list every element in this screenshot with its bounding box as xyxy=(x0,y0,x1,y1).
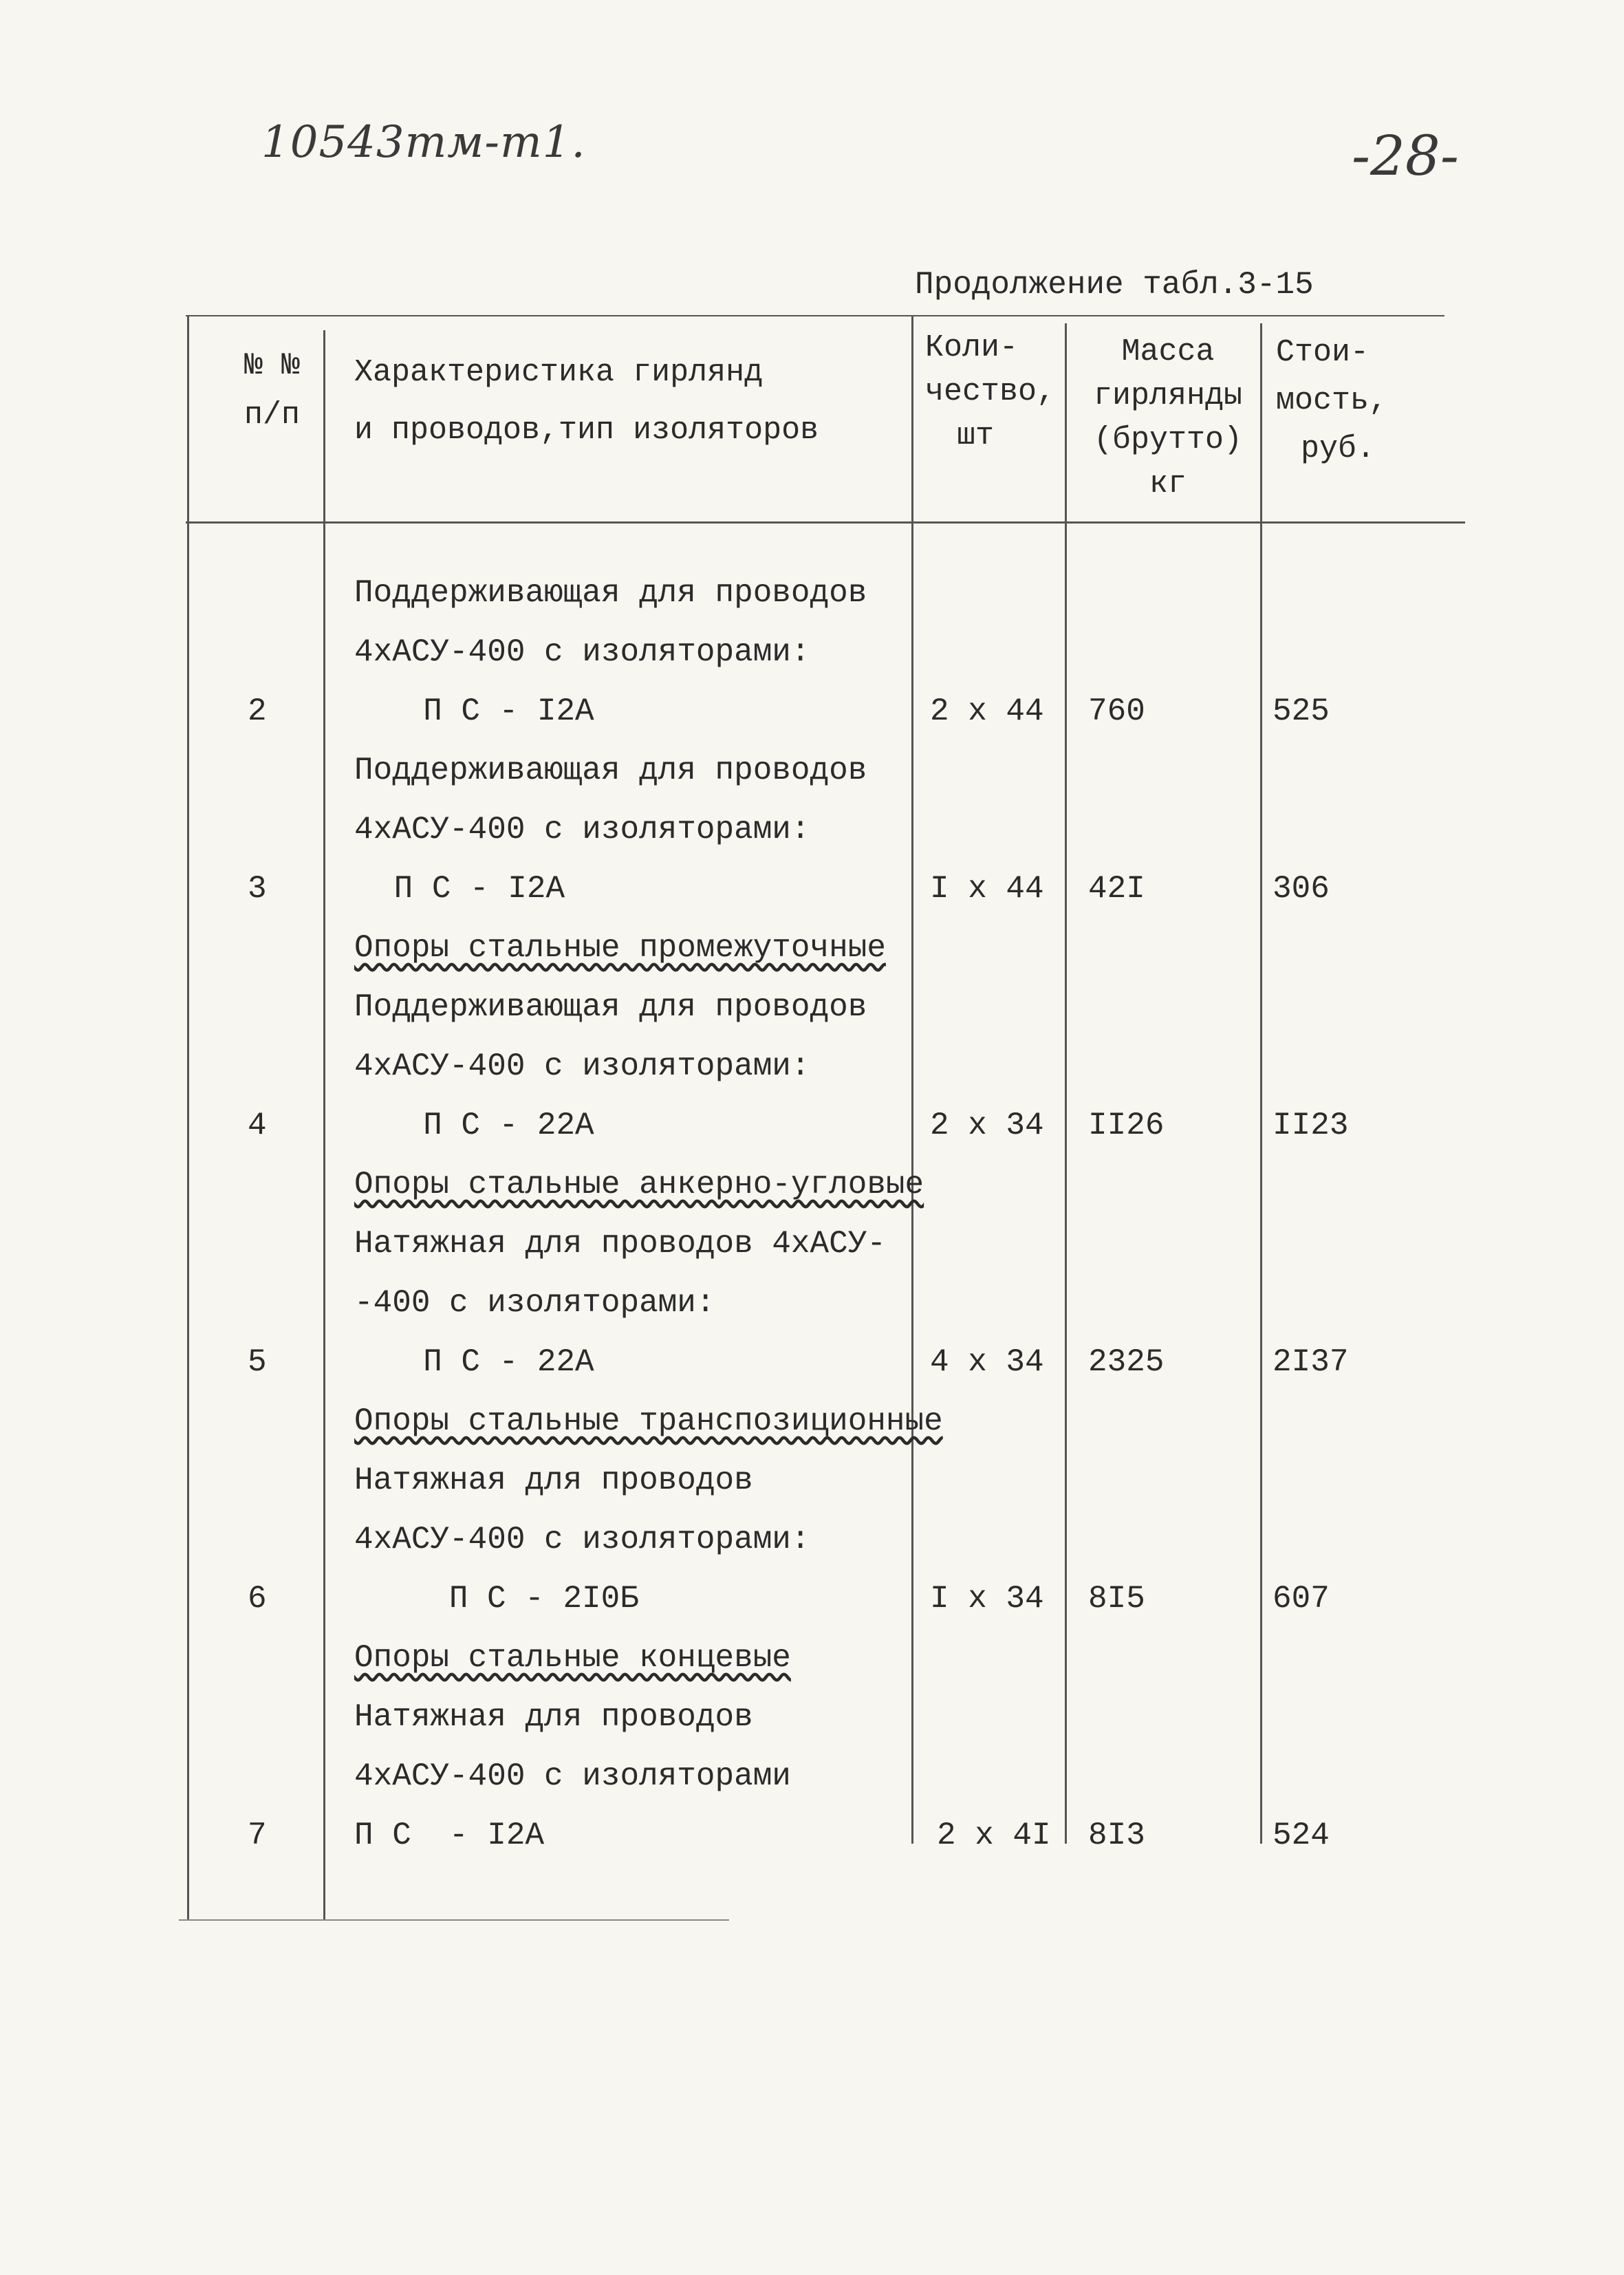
row-number: 5 xyxy=(248,1344,267,1380)
row-mass: 42I xyxy=(1088,871,1145,907)
row-quantity: 2 х 4I xyxy=(937,1818,1051,1853)
header-mass-line: Масса xyxy=(1121,334,1215,369)
row-description-line: П С - I2А xyxy=(375,871,565,907)
row-quantity: 4 х 34 xyxy=(930,1344,1044,1380)
header-description-line: Характеристика гирлянд xyxy=(354,355,764,390)
row-number: 3 xyxy=(248,871,267,907)
header-mass-line: (брутто) xyxy=(1094,422,1243,457)
header-number-line: № № xyxy=(244,348,301,383)
row-description-line: Натяжная для проводов xyxy=(354,1699,753,1735)
row-cost: 607 xyxy=(1273,1581,1330,1617)
row-description-line: П С - I2А xyxy=(385,693,594,729)
row-description-line: Натяжная для проводов xyxy=(354,1463,753,1498)
document-code: 10543тм-т1. xyxy=(261,117,586,168)
header-quantity xyxy=(925,326,1055,458)
section-heading: Опоры стальные концевые xyxy=(354,1640,791,1676)
header-mass-line: кг xyxy=(1149,466,1187,502)
header-number-line: п/п xyxy=(244,398,301,433)
header-description-line: и проводов,тип изоляторов xyxy=(354,413,819,448)
row-description-line: П С - 22А xyxy=(385,1108,594,1143)
row-description-line: Поддерживающая для проводов xyxy=(354,753,867,788)
header-quantity-line: чество, xyxy=(925,374,1056,409)
row-cost: 524 xyxy=(1273,1818,1330,1853)
header-cost-line: Стои- xyxy=(1276,335,1369,370)
header-quantity-line: Коли- xyxy=(925,330,1019,365)
header-bottom-border xyxy=(186,521,1465,524)
row-number: 6 xyxy=(248,1581,267,1617)
row-mass: 760 xyxy=(1088,693,1145,729)
header-mass-line: гирлянды xyxy=(1094,378,1243,413)
table-continuation-label: Продолжение табл.3-15 xyxy=(915,267,1314,303)
row-mass: 8I3 xyxy=(1088,1818,1145,1853)
row-description-line: 4хАСУ-400 с изоляторами: xyxy=(354,1048,810,1084)
row-cost: II23 xyxy=(1273,1108,1349,1143)
row-cost: 306 xyxy=(1273,871,1330,907)
row-description-line: Поддерживающая для проводов xyxy=(354,575,867,611)
table-top-border xyxy=(186,315,1444,316)
column-divider-left xyxy=(187,316,189,1919)
row-cost: 525 xyxy=(1273,693,1330,729)
row-description-line: 4хАСУ-400 с изоляторами: xyxy=(354,634,810,670)
column-divider-quantity xyxy=(1065,323,1067,1844)
row-mass: II26 xyxy=(1088,1108,1165,1143)
row-description-line: -400 с изоляторами: xyxy=(354,1285,715,1321)
row-quantity: 2 х 34 xyxy=(930,1108,1044,1143)
section-heading: Опоры стальные анкерно-угловые xyxy=(354,1167,924,1203)
header-cost-line: мость, xyxy=(1276,383,1388,418)
row-mass: 8I5 xyxy=(1088,1581,1145,1617)
row-description-line: Поддерживающая для проводов xyxy=(354,989,867,1025)
row-number: 2 xyxy=(248,693,267,729)
header-cost-line: руб. xyxy=(1301,431,1376,466)
page-number: -28- xyxy=(1352,124,1459,188)
row-cost: 2I37 xyxy=(1273,1344,1349,1380)
row-description-line: П С - I2А xyxy=(354,1818,545,1853)
section-heading: Опоры стальные промежуточные xyxy=(354,930,886,966)
header-description xyxy=(354,344,819,460)
table-bottom-border xyxy=(179,1919,729,1921)
row-description-line: 4хАСУ-400 с изоляторами: xyxy=(354,1522,810,1557)
row-quantity: I х 44 xyxy=(930,871,1044,907)
header-cost xyxy=(1276,329,1387,473)
section-heading: Опоры стальные транспозиционные xyxy=(354,1403,943,1439)
row-description-line: 4хАСУ-400 с изоляторами xyxy=(354,1758,791,1794)
row-description-line: П С - 2I0Б xyxy=(392,1581,639,1617)
row-quantity: 2 х 44 xyxy=(930,693,1044,729)
row-mass: 2325 xyxy=(1088,1344,1165,1380)
header-number xyxy=(244,341,300,440)
column-divider-number xyxy=(323,330,325,1919)
column-divider-description xyxy=(911,316,913,1844)
header-mass xyxy=(1094,330,1242,506)
row-quantity: I х 34 xyxy=(930,1581,1044,1617)
row-number: 7 xyxy=(248,1818,267,1853)
column-divider-mass xyxy=(1260,323,1262,1844)
header-quantity-line: шт xyxy=(957,418,995,453)
row-number: 4 xyxy=(248,1108,267,1143)
row-description-line: Натяжная для проводов 4хАСУ- xyxy=(354,1226,886,1262)
row-description-line: 4хАСУ-400 с изоляторами: xyxy=(354,812,810,848)
row-description-line: П С - 22А xyxy=(385,1344,594,1380)
